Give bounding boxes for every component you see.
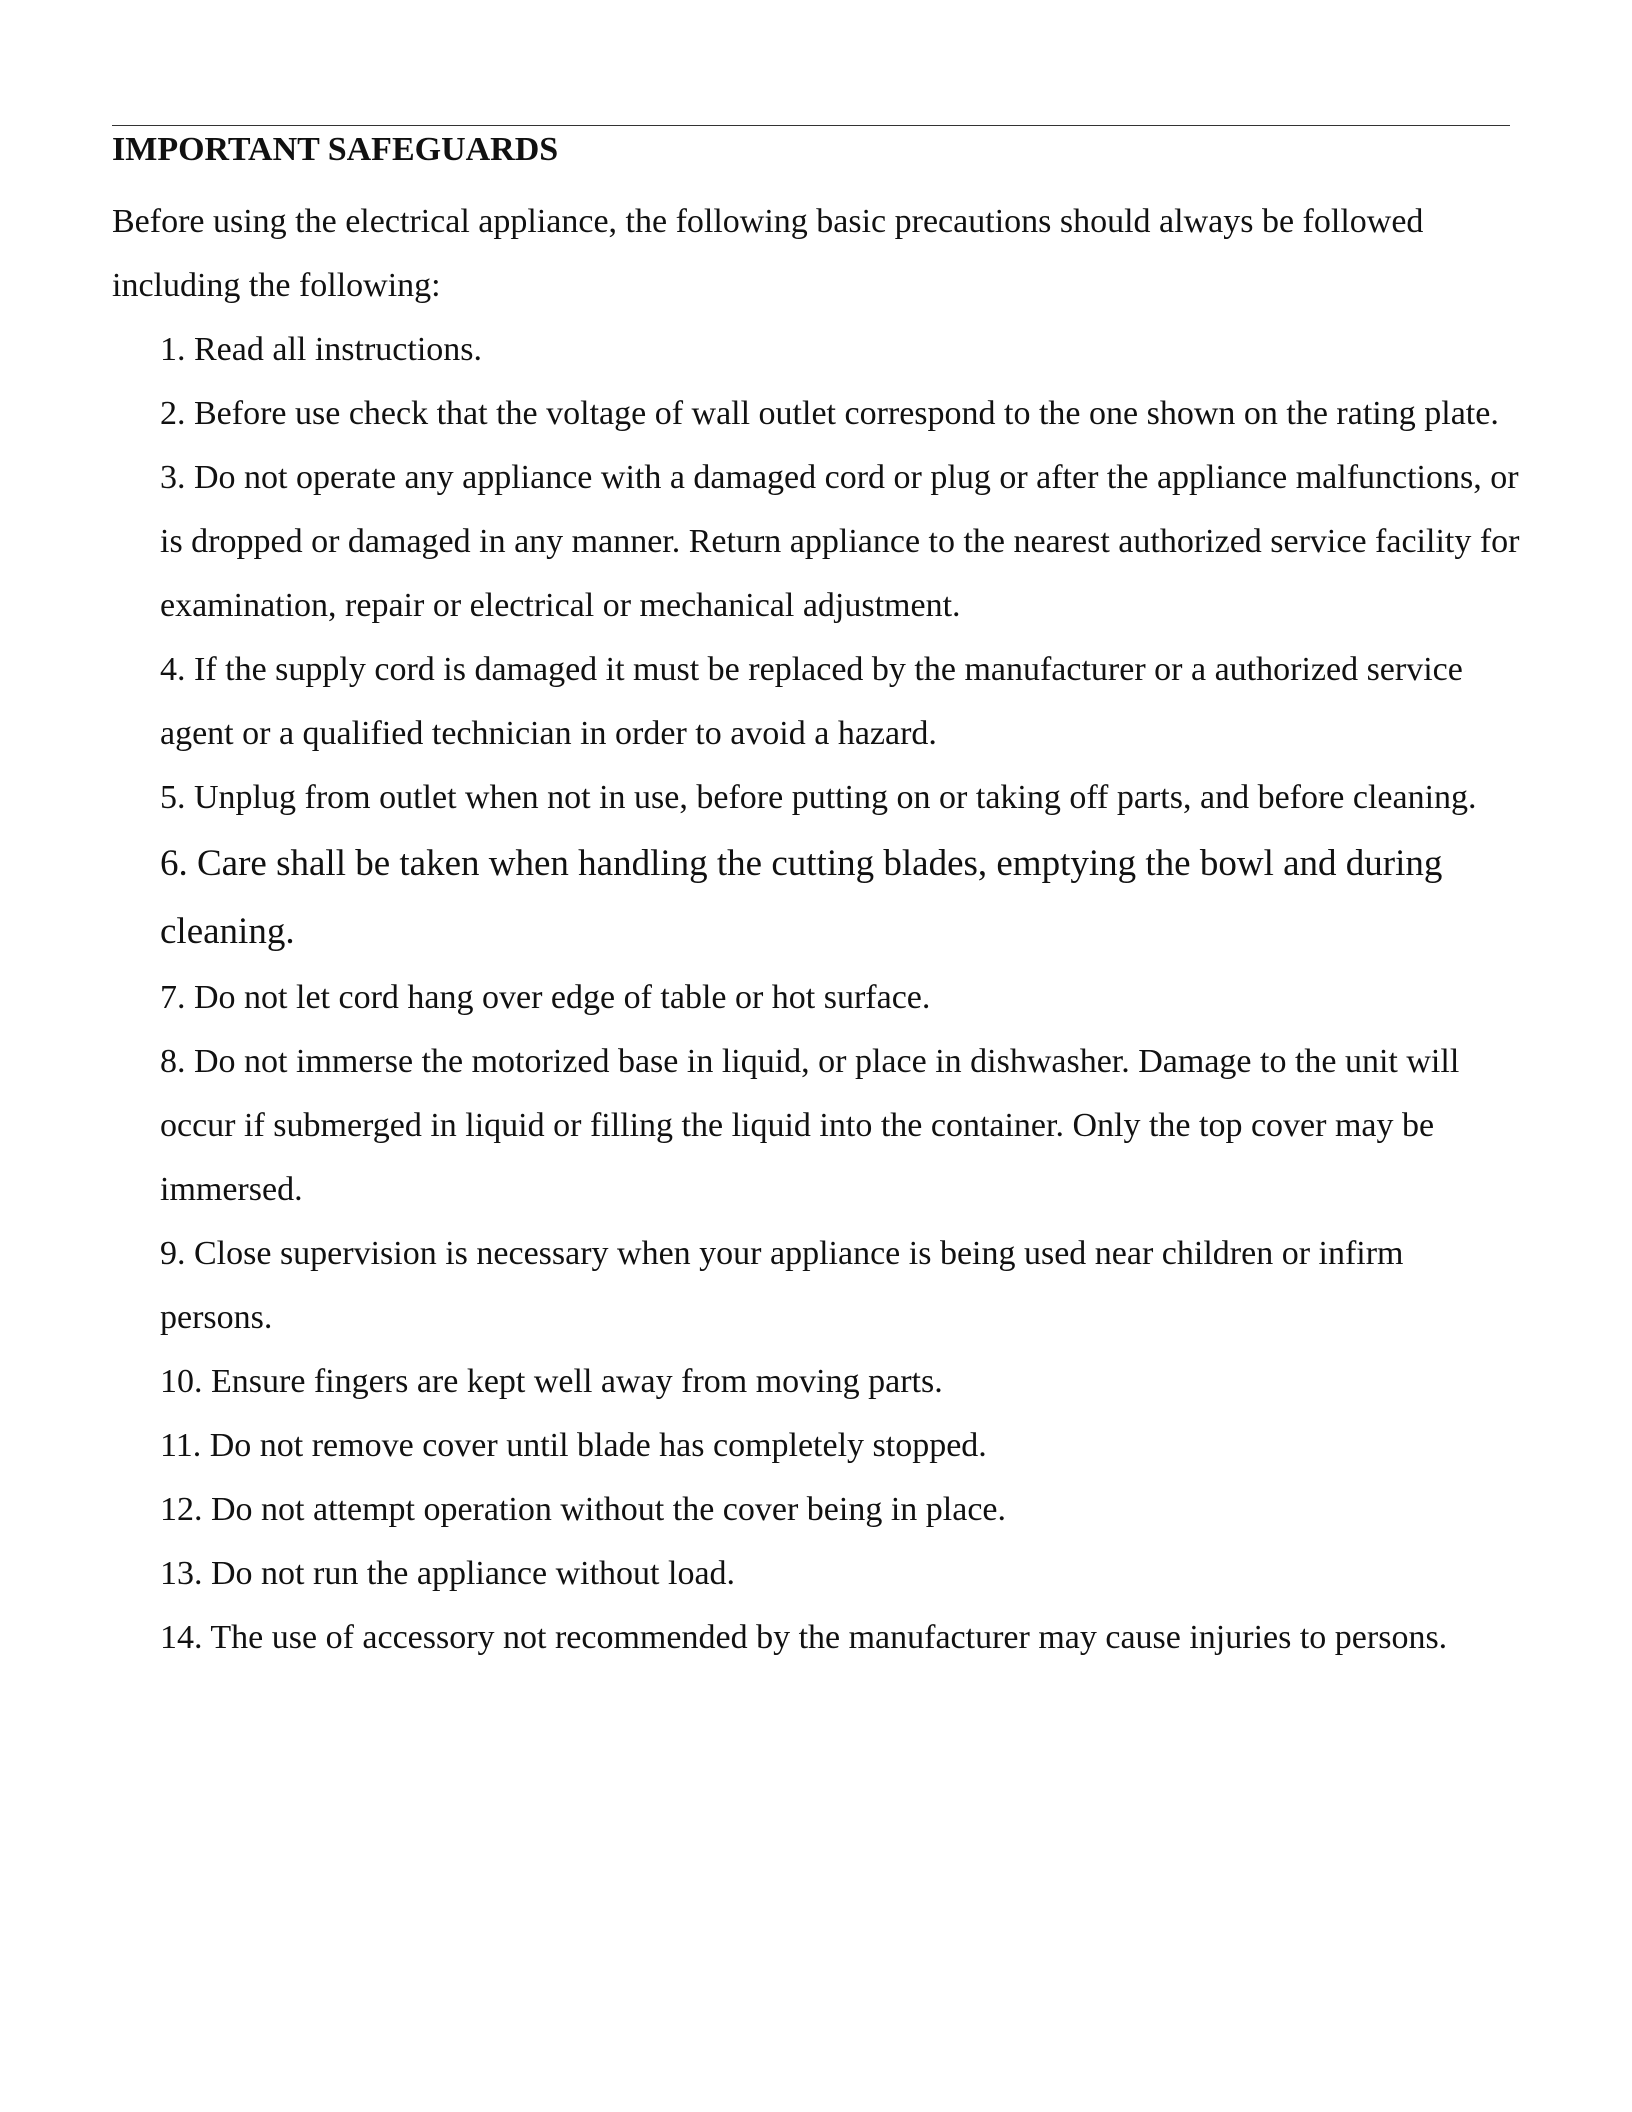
safeguard-item-9: 9. Close supervision is necessary when your appliance is being used near children or infirm persons. xyxy=(160,1235,1404,1336)
safeguard-item-12: 12. Do not attempt operation without the cover being in place. xyxy=(160,1491,1006,1528)
safeguard-item-7: 7. Do not let cord hang over edge of table or hot surface. xyxy=(160,979,931,1016)
safeguard-item-10: 10. Ensure fingers are kept well away from moving parts. xyxy=(160,1363,943,1400)
safeguards-list xyxy=(160,318,1520,1670)
safeguard-item-11: 11. Do not remove cover until blade has completely stopped. xyxy=(160,1427,987,1464)
safeguard-item-4: 4. If the supply cord is damaged it must be replaced by the manufacturer or a authorized service agent or a qualified technician in order to avoid a hazard. xyxy=(160,651,1463,752)
safeguard-item-8: 8. Do not immerse the motorized base in liquid, or place in dishwasher. Damage to the unit will occur if submerged in liquid or filling the liquid into the container. Only the top cover may be immersed. xyxy=(160,1043,1460,1208)
safeguard-item-5: 5. Unplug from outlet when not in use, before putting on or taking off parts, and before cleaning. xyxy=(160,779,1477,816)
intro-paragraph: Before using the electrical appliance, the following basic precautions should always be followed including the following: xyxy=(112,203,1424,304)
safeguard-item-13: 13. Do not run the appliance without load. xyxy=(160,1555,736,1592)
safeguard-item-1: 1. Read all instructions. xyxy=(160,331,483,368)
safeguard-item-6: 6. Care shall be taken when handling the cutting blades, emptying the bowl and during cleaning. xyxy=(160,843,1443,952)
header-rule xyxy=(112,125,1510,126)
safeguard-item-3: 3. Do not operate any appliance with a damaged cord or plug or after the appliance malfunctions, or is dropped or damaged in any manner. Return appliance to the nearest authorized service facility for examination, repair or electrical or mechanical adjustment. xyxy=(160,459,1520,624)
safeguard-item-14: 14. The use of accessory not recommended by the manufacturer may cause injuries to persons. xyxy=(160,1619,1448,1656)
page-title: IMPORTANT SAFEGUARDS xyxy=(112,131,559,168)
safeguard-item-2: 2. Before use check that the voltage of wall outlet correspond to the one shown on the rating plate. xyxy=(160,395,1499,432)
